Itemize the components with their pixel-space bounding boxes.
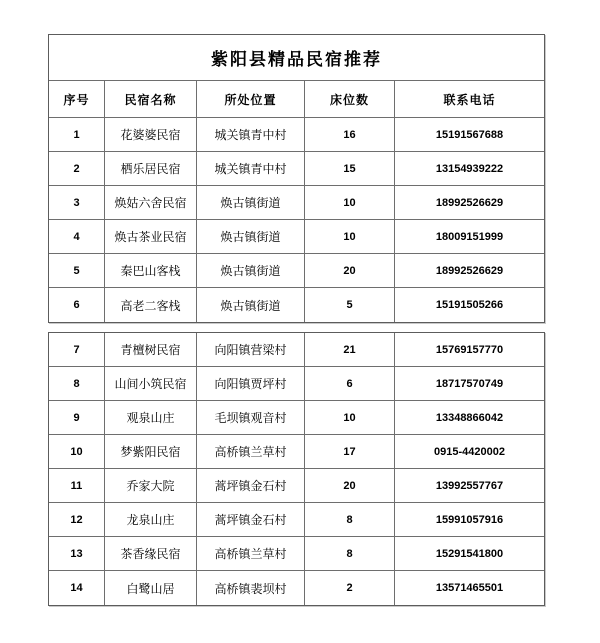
column-header-location: 所处位置: [197, 81, 305, 118]
cell-phone: 13154939222: [395, 152, 544, 186]
table-row: [49, 288, 544, 322]
column-header-no: 序号: [49, 81, 105, 118]
cell-beds: 2: [305, 571, 395, 605]
cell-name: 梦紫阳民宿: [105, 435, 197, 469]
cell-location: 毛坝镇观音村: [197, 401, 305, 435]
cell-phone: 15191505266: [435, 299, 504, 311]
cell-beds: 10: [305, 220, 395, 254]
cell-phone: 18992526629: [395, 254, 544, 288]
cell-no: 6: [49, 288, 105, 322]
cell-name: 焕古茶业民宿: [105, 220, 197, 254]
cell-name: 高老二客栈: [105, 288, 197, 322]
cell-no: 1: [49, 118, 105, 152]
cell-no: 3: [49, 186, 105, 220]
cell-phone: 0915-4420002: [395, 435, 544, 469]
cell-name: 青檀树民宿: [105, 333, 197, 367]
cell-name: 白鹭山居: [105, 571, 197, 605]
cell-no: 7: [49, 333, 105, 367]
table-row: [49, 333, 544, 367]
table-row: [49, 220, 544, 254]
cell-location: 城关镇青中村: [197, 118, 305, 152]
cell-location: 高桥镇兰草村: [197, 537, 305, 571]
table-row: [49, 537, 544, 571]
cell-location: 蒿坪镇金石村: [197, 503, 305, 537]
homestay-table-block-1: [48, 34, 545, 323]
cell-phone: 15291541800: [395, 537, 544, 571]
cell-beds: 6: [305, 367, 395, 401]
cell-beds: 20: [305, 254, 395, 288]
cell-no: 11: [49, 469, 105, 503]
cell-name: 栖乐居民宿: [105, 152, 197, 186]
cell-beds: 20: [305, 469, 395, 503]
cell-name: 焕姑六舍民宿: [105, 186, 197, 220]
cell-no: 9: [49, 401, 105, 435]
cell-no: 13: [49, 537, 105, 571]
table-title: 紫阳县精品民宿推荐: [49, 35, 544, 81]
cell-no: 14: [49, 571, 105, 605]
cell-no: 5: [49, 254, 105, 288]
cell-name: 乔家大院: [105, 469, 197, 503]
cell-location: 焕古镇街道: [197, 254, 305, 288]
table-row: [49, 152, 544, 186]
cell-name: 龙泉山庄: [105, 503, 197, 537]
cell-location: 焕古镇街道: [197, 288, 305, 322]
table-row: [49, 469, 544, 503]
cell-phone: 18992526629: [395, 186, 544, 220]
cell-name: 秦巴山客栈: [105, 254, 197, 288]
cell-beds: 15: [305, 152, 395, 186]
cell-phone: 13992557767: [395, 469, 544, 503]
table-row: [49, 503, 544, 537]
cell-phone: 15991057916: [395, 503, 544, 537]
table-row: [49, 186, 544, 220]
cell-name: 茶香缘民宿: [105, 537, 197, 571]
cell-phone: 18009151999: [395, 220, 544, 254]
cell-location: 向阳镇营梁村: [197, 333, 305, 367]
cell-name: 观泉山庄: [105, 401, 197, 435]
column-header-name: 民宿名称: [105, 81, 197, 118]
table-row: [49, 435, 544, 469]
cell-phone: 13348866042: [395, 401, 544, 435]
cell-beds: 8: [305, 537, 395, 571]
cell-name: 山间小筑民宿: [105, 367, 197, 401]
cell-beds: 17: [305, 435, 395, 469]
cell-name: 花婆婆民宿: [105, 118, 197, 152]
cell-beds: 16: [305, 118, 395, 152]
cell-beds: 10: [305, 401, 395, 435]
cell-beds: 10: [305, 186, 395, 220]
cell-beds: 8: [305, 503, 395, 537]
cell-no: 10: [49, 435, 105, 469]
cell-location: 向阳镇贾坪村: [197, 367, 305, 401]
table-row: [49, 401, 544, 435]
cell-beds: 5: [305, 288, 395, 322]
cell-location: 焕古镇街道: [197, 220, 305, 254]
cell-phone: 13571465501: [435, 582, 504, 594]
cell-location: 高桥镇裴坝村: [197, 571, 305, 605]
cell-no: 12: [49, 503, 105, 537]
cell-location: 城关镇青中村: [197, 152, 305, 186]
column-header-beds: 床位数: [305, 81, 395, 118]
homestay-table-block-2: [48, 332, 545, 606]
cell-no: 8: [49, 367, 105, 401]
cell-location: 蒿坪镇金石村: [197, 469, 305, 503]
cell-no: 2: [49, 152, 105, 186]
cell-phone: 15191567688: [395, 118, 544, 152]
cell-beds: 21: [305, 333, 395, 367]
cell-location: 焕古镇街道: [197, 186, 305, 220]
column-header-phone: 联系电话: [395, 81, 544, 118]
homestay-table: [48, 34, 545, 606]
cell-location: 高桥镇兰草村: [197, 435, 305, 469]
table-row: [49, 254, 544, 288]
cell-phone: 18717570749: [395, 367, 544, 401]
cell-phone: 15769157770: [395, 333, 544, 367]
table-row: [49, 367, 544, 401]
cell-no: 4: [49, 220, 105, 254]
table-header-row: [49, 81, 544, 118]
table-row: [49, 571, 544, 605]
table-row: [49, 118, 544, 152]
